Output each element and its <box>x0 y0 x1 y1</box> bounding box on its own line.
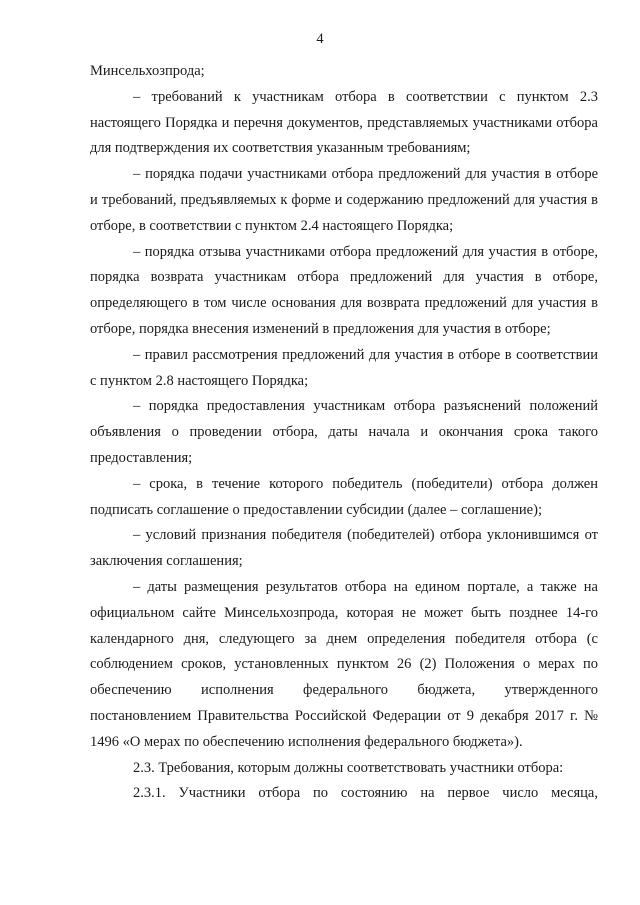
list-item-requirements: – требований к участникам отбора в соответствии с пунктом 2.3 настоящего Порядка и перечня документов, представляемых участниками отбора для подтверждения их соответствия указанным требованиям; <box>90 88 598 157</box>
list-item-review-rules: – правил рассмотрения предложений для участия в отборе в соответствии с пунктом 2.8 настоящего Порядка; <box>90 346 598 389</box>
section-heading-2-3: 2.3. Требования, которым должны соответствовать участники отбора: <box>133 759 564 776</box>
page-number: 4 <box>316 31 324 47</box>
list-item-signing-deadline: – срока, в течение которого победитель (победители) отбора должен подписать соглашение о предоставлении субсидии (далее – соглашение); <box>90 475 598 518</box>
list-item-evasion-conditions: – условий признания победителя (победителей) отбора уклонившимся от заключения соглашения; <box>90 527 598 570</box>
list-item-submission-procedure: – порядка подачи участниками отбора предложений для участия в отборе и требований, предъявляемых к форме и содержанию предложений для участия в отборе, в соответствии с пунктом 2.4 настоящего Порядка; <box>90 166 598 234</box>
list-item-results-publication: – даты размещения результатов отбора на едином портале, а также на официальном сайте Минсельхозпрода, которая не может быть позднее 14-го календарного дня, следующего за днем определения победителя отбора (с соблюдением сроков, установленных пунктом 26 (2) Положения о мерах по обеспечению исполнения федерального бюджета, утвержденного постановлением Правительства Российской Федерации от 9 декабря 2017 г. № 1496 «О мерах по обеспечению исполнения федерального бюджета»). <box>90 578 598 750</box>
list-item-withdrawal-procedure: – порядка отзыва участниками отбора предложений для участия в отборе, порядка возврата участникам отбора предложений для участия в отборе, определяющего в том числе основания для возврата предложений для участия в отборе, порядка внесения изменений в предложения для участия в отборе; <box>90 243 598 337</box>
section-item-2-3-1: 2.3.1. Участники отбора по состоянию на первое число месяца, <box>133 785 598 802</box>
document-body <box>90 59 598 807</box>
list-item-clarifications: – порядка предоставления участникам отбора разъяснений положений объявления о проведении отбора, даты начала и окончания срока такого предоставления; <box>90 398 598 466</box>
paragraph-continuation: Минсельхозпрода; <box>90 63 205 79</box>
